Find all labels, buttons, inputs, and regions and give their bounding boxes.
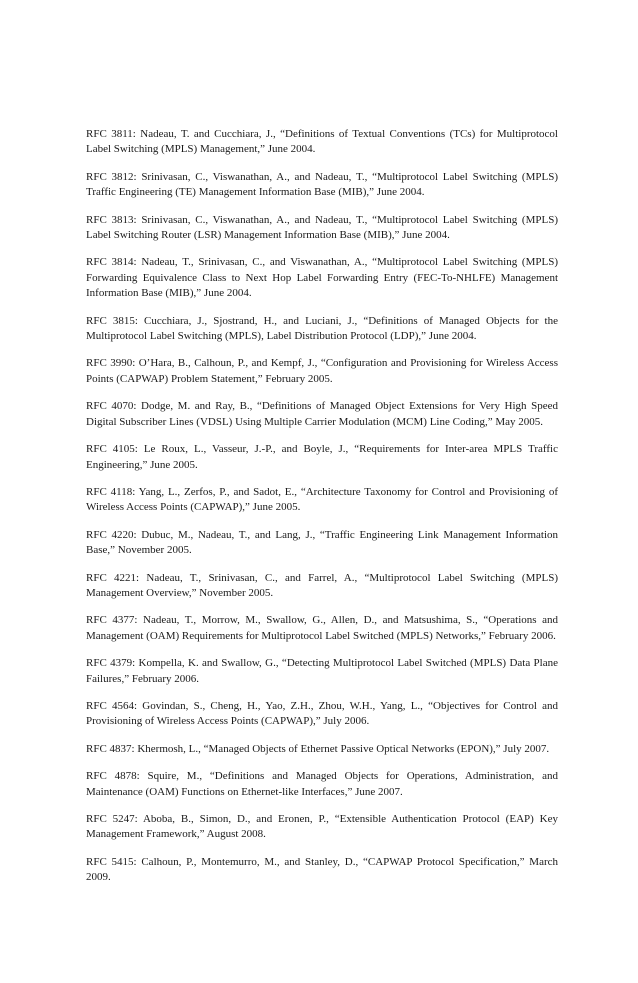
reference-item: RFC 3990: O’Hara, B., Calhoun, P., and Kempf, J., “Configuration and Provisioning for Wireless Access Points (CAPWAP) Problem Statement,” February 2005. <box>86 357 558 385</box>
reference-item: RFC 4105: Le Roux, L., Vasseur, J.-P., and Boyle, J., “Requirements for Inter-area MPLS Traffic Engineering,” June 2005. <box>86 443 558 471</box>
reference-item: RFC 4878: Squire, M., “Definitions and Managed Objects for Operations, Administration, and Maintenance (OAM) Functions on Ethernet-like Interfaces,” June 2007. <box>86 770 558 798</box>
reference-item: RFC 4837: Khermosh, L., “Managed Objects of Ethernet Passive Optical Networks (EPON),” July 2007. <box>86 742 550 755</box>
reference-item: RFC 3813: Srinivasan, C., Viswanathan, A., and Nadeau, T., “Multiprotocol Label Switching (MPLS) Label Switching Router (LSR) Management Information Base (MIB),” June 2004. <box>86 213 558 242</box>
reference-item: RFC 5247: Aboba, B., Simon, D., and Eronen, P., “Extensible Authentication Protocol (EAP) Key Management Framework,” August 2008. <box>86 813 558 841</box>
reference-item: RFC 4070: Dodge, M. and Ray, B., “Definitions of Managed Object Extensions for Very High Speed Digital Subscriber Lines (VDSL) Using Multiple Carrier Modulation (MCM) Line Coding,” May 2005. <box>86 400 558 428</box>
reference-item: RFC 3811: Nadeau, T. and Cucchiara, J., “Definitions of Textual Conventions (TCs) for Multiprotocol Label Switching (MPLS) Management,” June 2004. <box>86 128 558 156</box>
reference-item: RFC 4118: Yang, L., Zerfos, P., and Sadot, E., “Architecture Taxonomy for Control and Provisioning of Wireless Access Points (CAPWAP),” June 2005. <box>86 485 558 514</box>
reference-item: RFC 3812: Srinivasan, C., Viswanathan, A., and Nadeau, T., “Multiprotocol Label Switching (MPLS) Traffic Engineering (TE) Management Information Base (MIB),” June 2004. <box>86 170 558 199</box>
reference-item: RFC 3814: Nadeau, T., Srinivasan, C., and Viswanathan, A., “Multiprotocol Label Switching (MPLS) Forwarding Equivalence Class to Next Hop Label Forwarding Entry (FEC-To-NHLFE) Management Information Base (MIB),” June 2004. <box>86 256 558 300</box>
reference-list <box>86 127 558 898</box>
reference-item: RFC 3815: Cucchiara, J., Sjostrand, H., and Luciani, J., “Definitions of Managed Objects for the Multiprotocol Label Switching (MPLS), Label Distribution Protocol (LDP),” June 2004. <box>86 314 558 343</box>
reference-item: RFC 4221: Nadeau, T., Srinivasan, C., and Farrel, A., “Multiprotocol Label Switching (MPLS) Management Overview,” November 2005. <box>86 571 558 599</box>
reference-item: RFC 4377: Nadeau, T., Morrow, M., Swallow, G., Allen, D., and Matsushima, S., “Operations and Management (OAM) Requirements for Multiprotocol Label Switched (MPLS) Networks,” February 2006. <box>86 614 558 642</box>
reference-item: RFC 5415: Calhoun, P., Montemurro, M., and Stanley, D., “CAPWAP Protocol Specification,” March 2009. <box>86 855 558 884</box>
reference-item: RFC 4379: Kompella, K. and Swallow, G., “Detecting Multiprotocol Label Switched (MPLS) Data Plane Failures,” February 2006. <box>86 657 558 685</box>
reference-item: RFC 4220: Dubuc, M., Nadeau, T., and Lang, J., “Traffic Engineering Link Management Information Base,” November 2005. <box>86 528 558 557</box>
reference-item: RFC 4564: Govindan, S., Cheng, H., Yao, Z.H., Zhou, W.H., Yang, L., “Objectives for Control and Provisioning of Wireless Access Points (CAPWAP),” July 2006. <box>86 699 558 728</box>
